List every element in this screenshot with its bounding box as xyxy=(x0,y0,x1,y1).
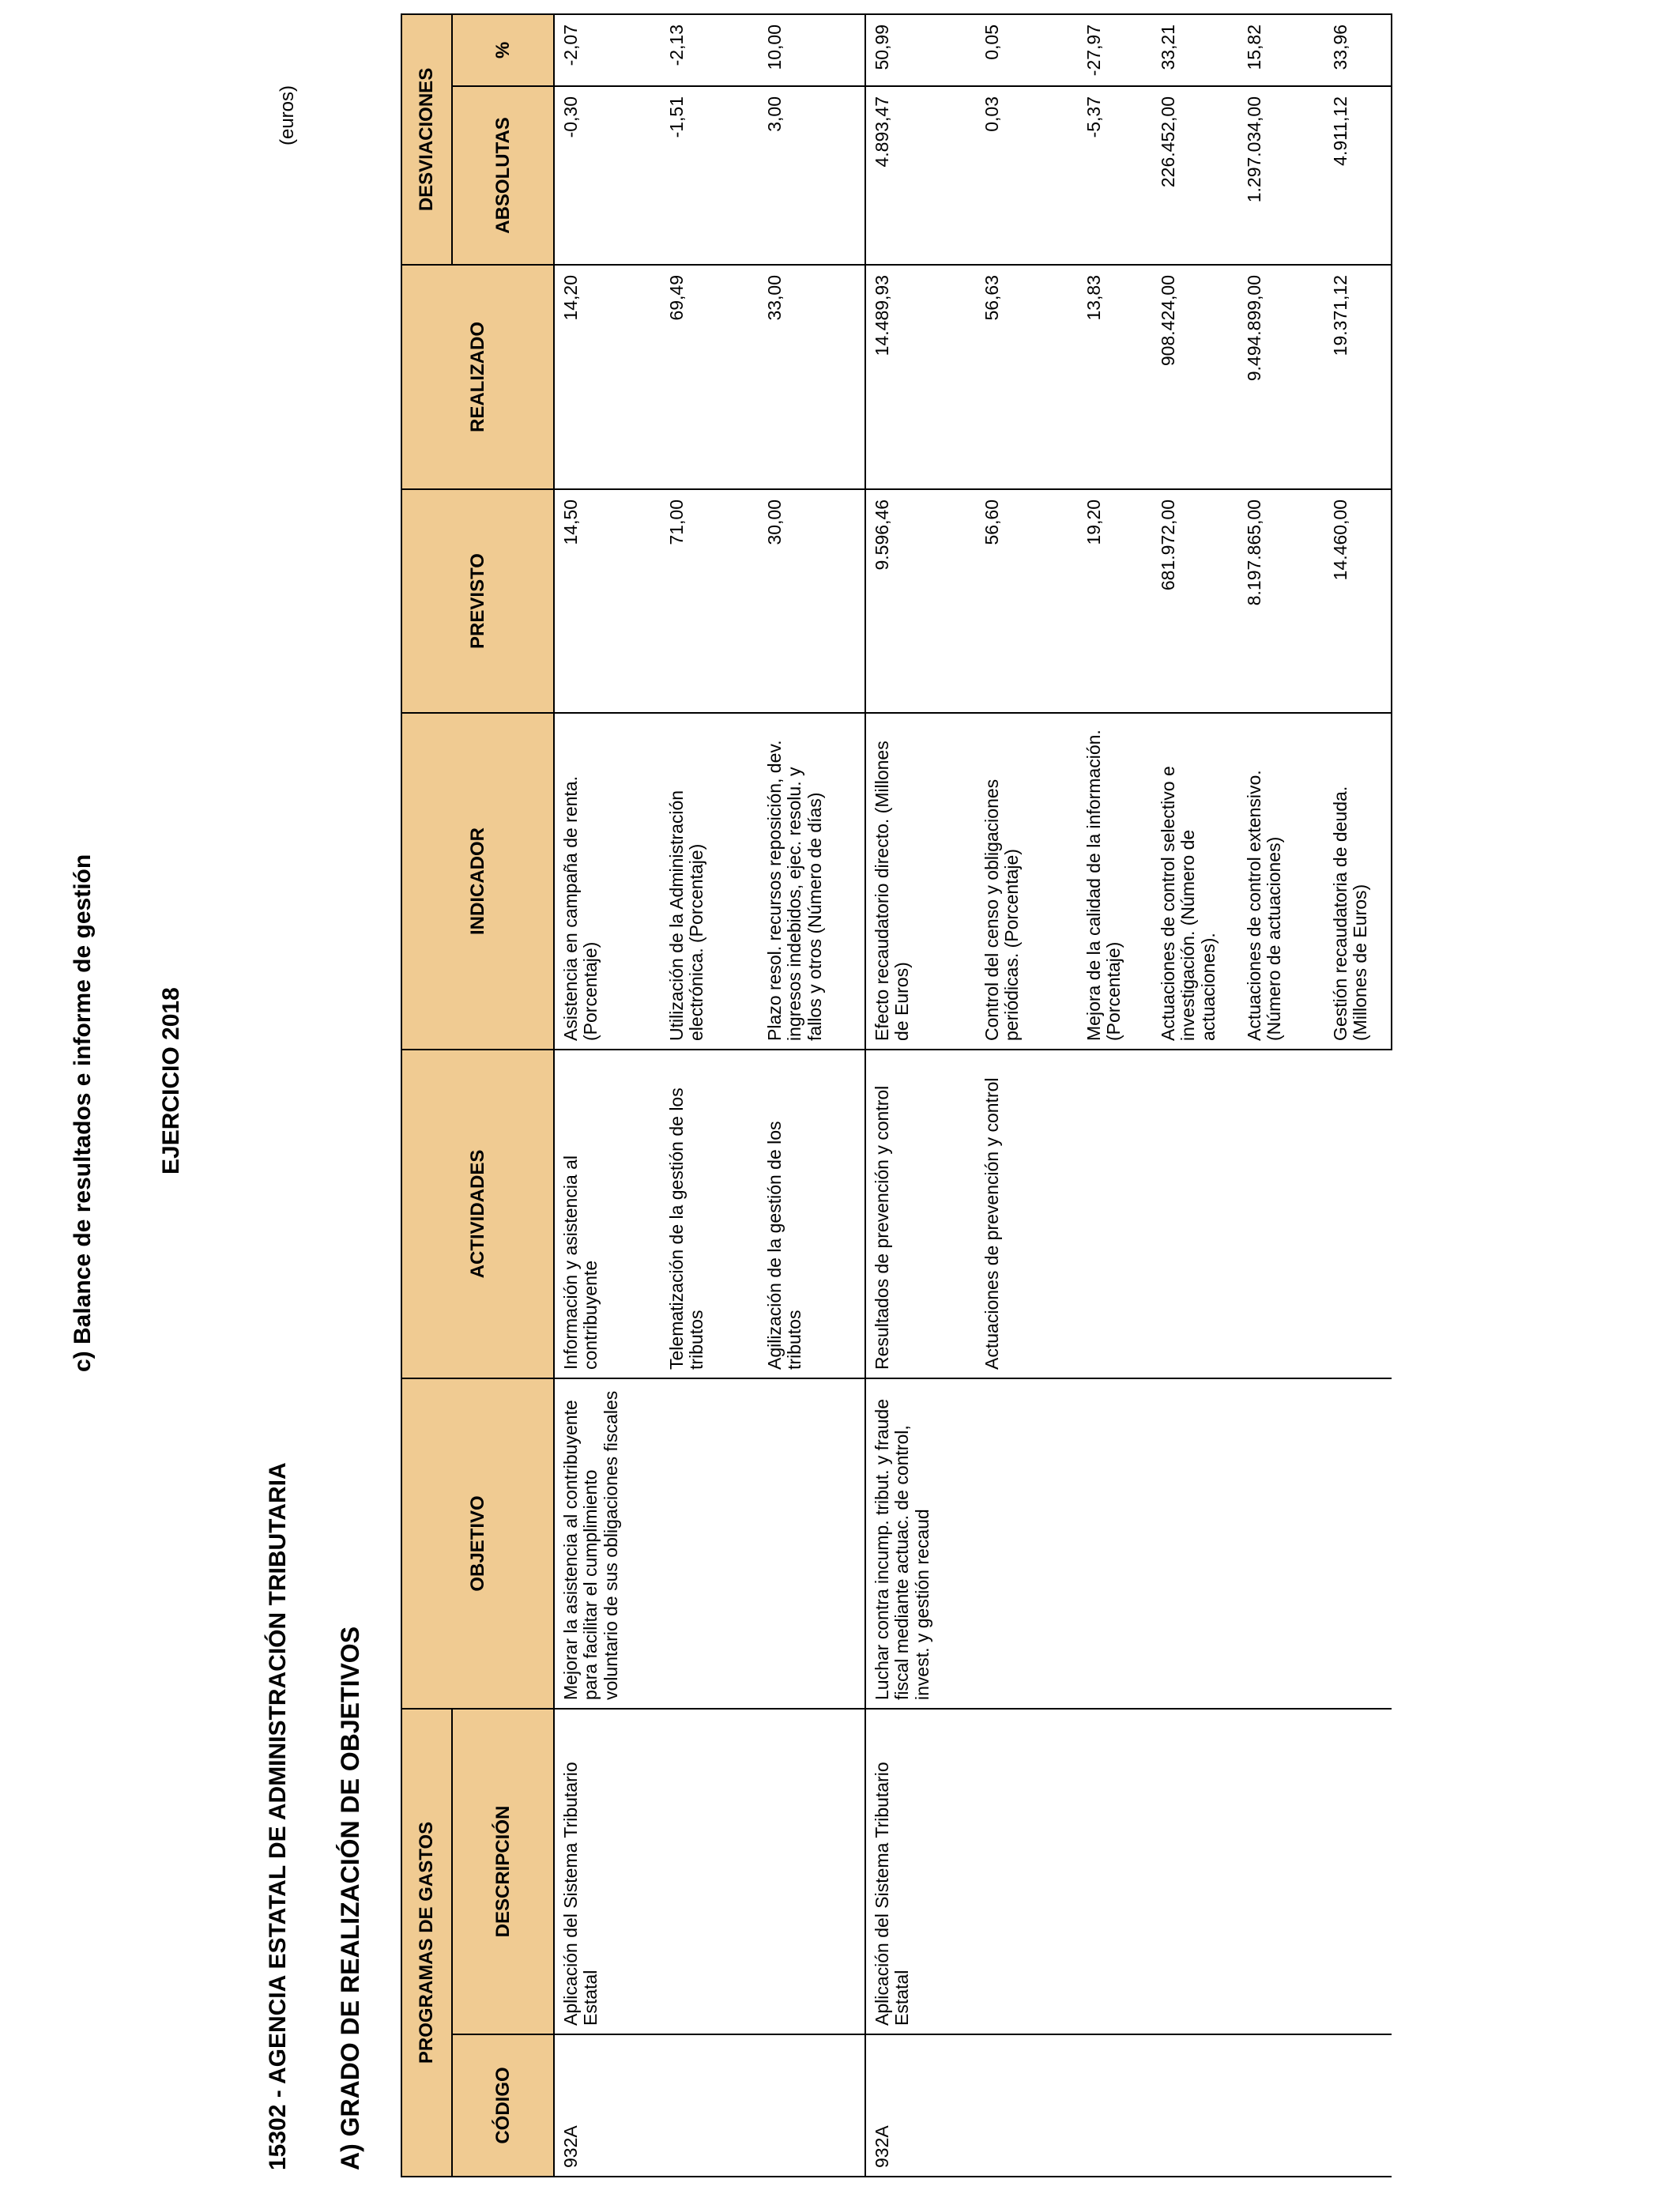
planned-cell: 14,50 xyxy=(554,489,661,713)
achieved-cell: 13,83 xyxy=(1078,265,1152,489)
absolute-cell: -0,30 xyxy=(554,86,661,265)
description-header: DESCRIPCIÓN xyxy=(452,1709,554,2034)
table-row xyxy=(554,14,661,2177)
absolute-cell: 226.452,00 xyxy=(1152,86,1238,265)
absolute-cell: 0,03 xyxy=(976,86,1078,265)
activity-cell: Actuaciones de prevención y control xyxy=(976,1050,1392,1378)
achieved-cell: 56,63 xyxy=(976,265,1078,489)
entity-title: 15302 - AGENCIA ESTATAL DE ADMINISTRACIÓN TRIBUTARIA xyxy=(265,1462,291,2170)
deviations-group-header: DESVIACIONES xyxy=(401,14,452,265)
program-description: Aplicación del Sistema Tributario Estatal xyxy=(865,1709,1392,2034)
absolute-cell: 4.911,12 xyxy=(1324,86,1392,265)
indicator-header: INDICADOR xyxy=(401,713,554,1050)
program-objective: Luchar contra incump. tribut. y fraude fiscal mediante actuac. de control, invest. y gestión recaud xyxy=(865,1378,1392,1709)
code-header: CÓDIGO xyxy=(452,2034,554,2177)
indicator-cell: Gestión recaudatoria de deuda. (Millones de Euros) xyxy=(1324,713,1392,1050)
percent-cell: -2,07 xyxy=(554,14,661,86)
indicator-cell: Actuaciones de control selectivo e investigación. (Número de actuaciones). xyxy=(1152,713,1238,1050)
achieved-cell: 69,49 xyxy=(661,265,759,489)
achieved-cell: 14.489,93 xyxy=(865,265,976,489)
planned-header: PREVISTO xyxy=(401,489,554,713)
program-description: Aplicación del Sistema Tributario Estatal xyxy=(554,1709,865,2034)
absolute-cell: 1.297.034,00 xyxy=(1238,86,1324,265)
percent-cell: 0,05 xyxy=(976,14,1078,86)
program-objective: Mejorar la asistencia al contribuyente para facilitar el cumplimiento voluntario de sus obligaciones fiscales xyxy=(554,1378,865,1709)
absolute-cell: -1,51 xyxy=(661,86,759,265)
planned-cell: 8.197.865,00 xyxy=(1238,489,1324,713)
achieved-cell: 33,00 xyxy=(759,265,865,489)
indicator-cell: Actuaciones de control extensivo. (Número de actuaciones) xyxy=(1238,713,1324,1050)
indicator-cell: Efecto recaudatorio directo. (Millones de Euros) xyxy=(865,713,976,1050)
planned-cell: 9.596,46 xyxy=(865,489,976,713)
activity-cell: Información y asistencia al contribuyente xyxy=(554,1050,661,1378)
activity-cell: Telematización de la gestión de los tributos xyxy=(661,1050,759,1378)
achieved-cell: 14,20 xyxy=(554,265,661,489)
planned-cell: 56,60 xyxy=(976,489,1078,713)
exercise-year: EJERCICIO 2018 xyxy=(158,987,184,1174)
planned-cell: 681.972,00 xyxy=(1152,489,1238,713)
achieved-header: REALIZADO xyxy=(401,265,554,489)
section-title: A) GRADO DE REALIZACIÓN DE OBJETIVOS xyxy=(336,1626,364,2170)
units-label: (euros) xyxy=(277,85,298,145)
absolute-cell: -5,37 xyxy=(1078,86,1152,265)
indicator-cell: Plazo resol. recursos reposición, dev. ingresos indebidos, ejec. resolu. y fallos y otros (Número de días) xyxy=(759,713,865,1050)
percent-cell: -27,97 xyxy=(1078,14,1152,86)
percent-header: % xyxy=(452,14,554,86)
percent-cell: 50,99 xyxy=(865,14,976,86)
program-code: 932A xyxy=(554,2034,865,2177)
table-row xyxy=(865,14,976,2177)
absolute-cell: 4.893,47 xyxy=(865,86,976,265)
percent-cell: 33,21 xyxy=(1152,14,1238,86)
activity-cell: Agilización de la gestión de los tributos xyxy=(759,1050,865,1378)
activities-header: ACTIVIDADES xyxy=(401,1050,554,1378)
planned-cell: 71,00 xyxy=(661,489,759,713)
planned-cell: 19,20 xyxy=(1078,489,1152,713)
planned-cell: 30,00 xyxy=(759,489,865,713)
percent-cell: 33,96 xyxy=(1324,14,1392,86)
absolute-header: ABSOLUTAS xyxy=(452,86,554,265)
indicator-cell: Asistencia en campaña de renta. (Porcentaje) xyxy=(554,713,661,1050)
activity-cell: Resultados de prevención y control xyxy=(865,1050,976,1378)
achieved-cell: 908.424,00 xyxy=(1152,265,1238,489)
objective-header: OBJETIVO xyxy=(401,1378,554,1709)
achieved-cell: 9.494.899,00 xyxy=(1238,265,1324,489)
percent-cell: -2,13 xyxy=(661,14,759,86)
planned-cell: 14.460,00 xyxy=(1324,489,1392,713)
indicator-cell: Control del censo y obligaciones periódicas. (Porcentaje) xyxy=(976,713,1078,1050)
achieved-cell: 19.371,12 xyxy=(1324,265,1392,489)
programs-group-header: PROGRAMAS DE GASTOS xyxy=(401,1709,452,2177)
percent-cell: 15,82 xyxy=(1238,14,1324,86)
objectives-table xyxy=(401,13,1392,2177)
page-title: c) Balance de resultados e informe de gestión xyxy=(70,854,96,1372)
indicator-cell: Utilización de la Administración electrónica. (Porcentaje) xyxy=(661,713,759,1050)
absolute-cell: 3,00 xyxy=(759,86,865,265)
percent-cell: 10,00 xyxy=(759,14,865,86)
program-code: 932A xyxy=(865,2034,1392,2177)
indicator-cell: Mejora de la calidad de la información. (Porcentaje) xyxy=(1078,713,1152,1050)
